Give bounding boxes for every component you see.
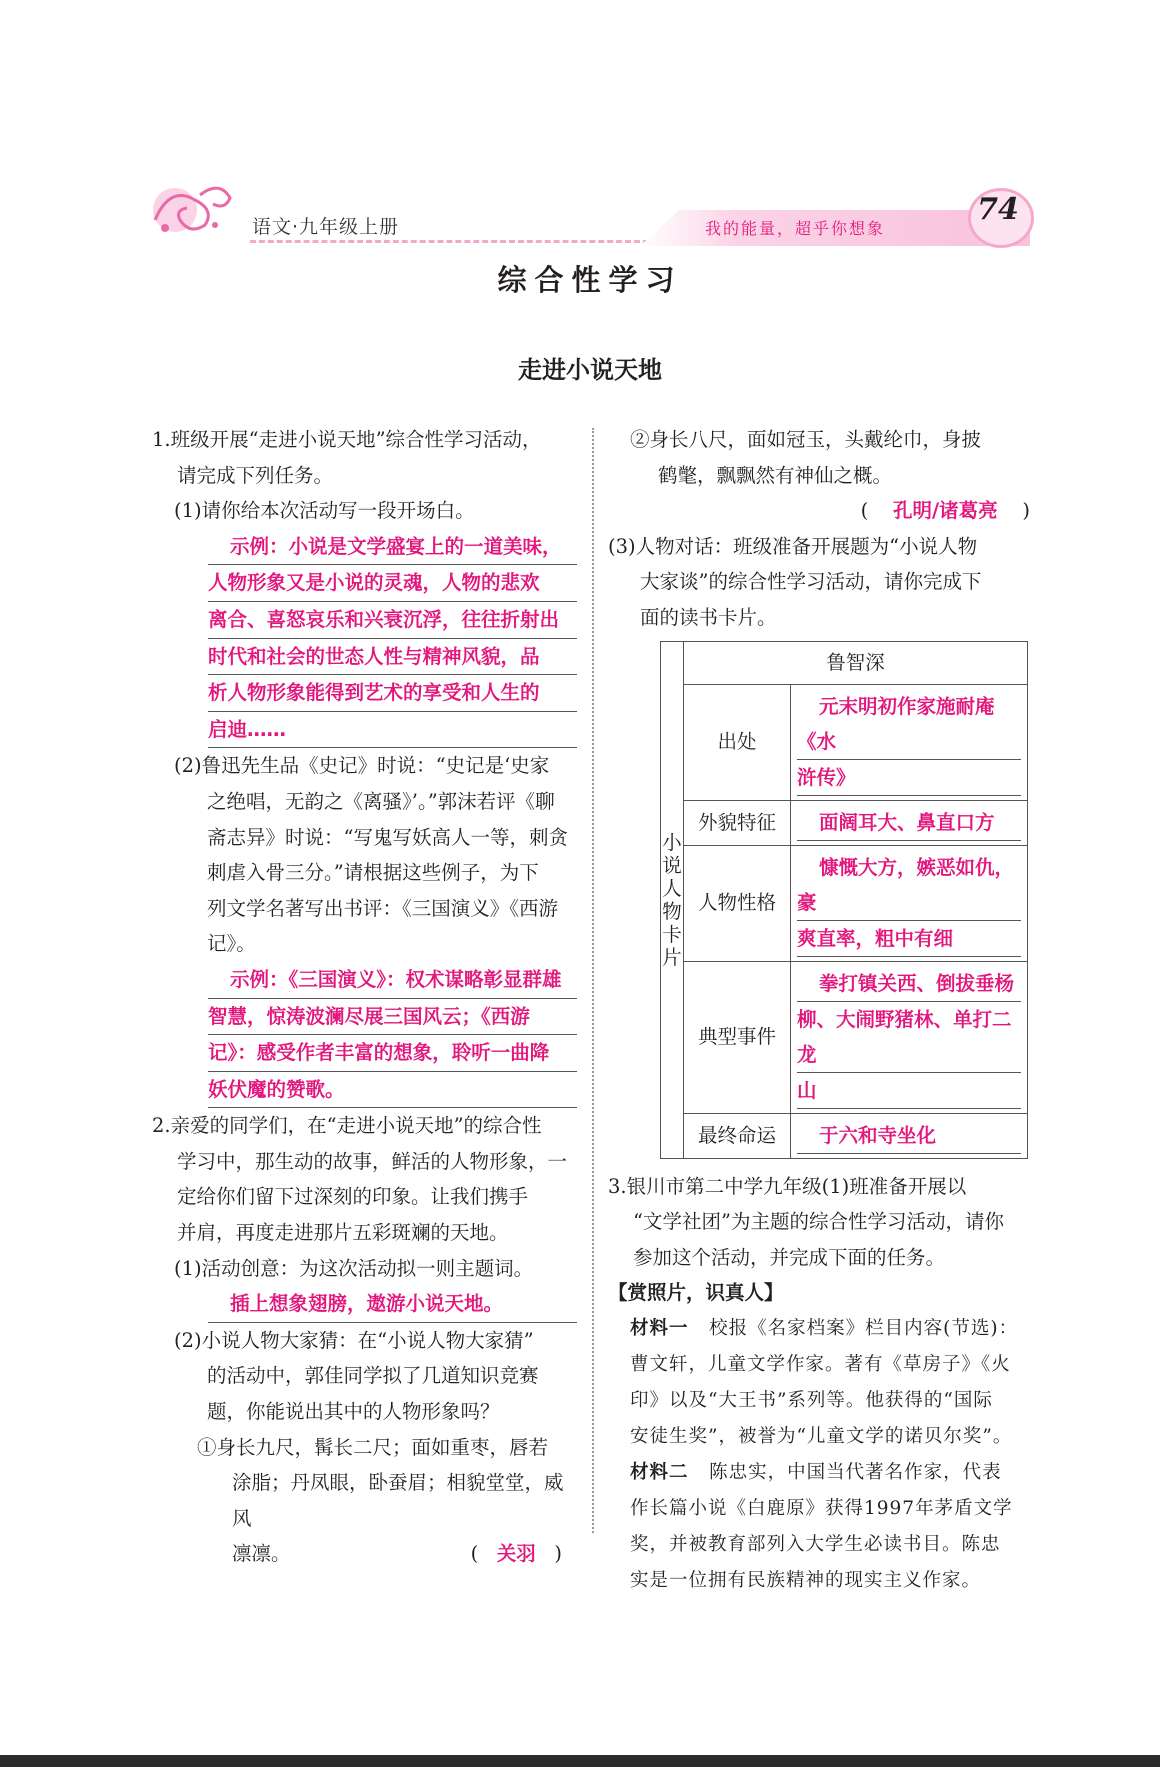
footer-bar <box>0 1755 1160 1767</box>
answer-line: 插上想象翅膀，遨游小说天地。 <box>208 1286 577 1323</box>
question-text-line: 凛凛。 <box>232 1542 291 1566</box>
card-events-answer <box>791 961 1028 1113</box>
question-text-line: “文学社团”为主题的综合性学习活动，请你 <box>633 1210 1004 1234</box>
answer-line: 爽直率，粗中有细 <box>797 921 1021 957</box>
answer-line: 人物形象又是小说的灵魂，人物的悲欢 <box>208 565 577 602</box>
column-divider <box>592 428 594 1533</box>
page-number: 74 <box>977 192 1019 227</box>
section-heading: 【赏照片，识真人】 <box>608 1281 784 1305</box>
question-text-line: 大家谈”的综合性学习活动，请你完成下 <box>640 570 982 594</box>
answer-line: 示例：小说是文学盛宴上的一道美味， <box>208 529 577 566</box>
material-text-line: 校报《名家档案》栏目内容(节选)： <box>709 1317 1019 1339</box>
question-2-2-1 <box>152 1430 577 1572</box>
card-fate-answer <box>791 1113 1028 1158</box>
answer-2-2-2: 孔明/诸葛亮 <box>892 499 998 523</box>
question-text-line: ①身长九尺，髯长二尺；面如重枣，唇若 <box>197 1435 549 1459</box>
answer-line: 启迪…… <box>208 712 577 749</box>
answer-line: 慷慨大方，嫉恶如仇，豪 <box>797 850 1021 921</box>
question-text-line: 鹤氅，飘飘然有神仙之概。 <box>658 463 893 487</box>
question-text-line: 之绝唱，无韵之《离骚》’。”郭沫若评《聊 <box>207 789 555 813</box>
question-text-line: 3.银川市第二中学九年级(1)班准备开展以 <box>608 1174 967 1198</box>
question-1-2 <box>152 748 577 962</box>
material-2-label: 材料二 <box>630 1461 689 1483</box>
answer-line: 面阔耳大、鼻直口方 <box>797 805 1021 841</box>
material-1 <box>608 1311 1030 1455</box>
reading-card-table <box>660 641 1028 1159</box>
card-side-label-text: 小 说 人 物 卡 片 <box>662 830 682 969</box>
answer-line: 浒传》 <box>797 760 1021 796</box>
answer-line: 元末明初作家施耐庵《水 <box>797 689 1021 760</box>
answer-line: 记》：感受作者丰富的想象，聆听一曲降 <box>208 1035 577 1072</box>
material-2 <box>608 1455 1030 1599</box>
question-text-line: 列文学名著写出书评：《三国演义》《西游 <box>207 896 559 920</box>
card-source-answer <box>791 684 1028 800</box>
answer-line: 妖伏魔的赞歌。 <box>208 1072 577 1109</box>
answer-line: 山 <box>797 1073 1021 1109</box>
material-text-line: 实是一位拥有民族精神的现实主义作家。 <box>630 1569 982 1591</box>
material-text-line: 印》以及“大王书”系列等。他获得的“国际 <box>630 1389 993 1411</box>
question-1 <box>152 422 577 493</box>
question-2 <box>152 1108 577 1250</box>
question-text-line: 参加这个活动，并完成下面的任务。 <box>633 1245 946 1269</box>
answer-line: 智慧，惊涛波澜尽展三国风云；《西游 <box>208 999 577 1036</box>
answer-row <box>608 493 1030 529</box>
answer-line: 示例：《三国演义》：权术谋略彰显群雄 <box>208 962 577 999</box>
question-text-line: 的活动中，郭佳同学拟了几道知识竞赛 <box>207 1364 539 1388</box>
page-subtitle: 走进小说天地 <box>518 355 662 384</box>
answer-2-1 <box>208 1286 577 1323</box>
page-title: 综合性学习 <box>497 263 683 297</box>
answer-bracket: ( 关羽 ) <box>470 1542 562 1566</box>
question-text-line: 1.班级开展“走进小说天地”综合性学习活动， <box>152 428 542 451</box>
header-slogan: 我的能量，超乎你想象 <box>705 219 886 238</box>
question-text-line: (2)小说人物大家猜：在“小说人物大家猜” <box>174 1328 534 1352</box>
book-title: 语文·九年级上册 <box>252 216 400 238</box>
question-2-2-2 <box>608 422 1030 493</box>
material-text-line: 陈忠实，中国当代著名作家，代表 <box>709 1461 1002 1483</box>
question-text-line: 2.亲爱的同学们，在“走进小说天地”的综合性 <box>152 1114 542 1138</box>
answer-row <box>232 1536 562 1572</box>
question-text-line: 请完成下列任务。 <box>177 463 334 487</box>
card-personality-label: 人物性格 <box>684 845 791 961</box>
question-2-1: (1)活动创意：为这次活动拟一则主题词。 <box>174 1256 534 1280</box>
card-character-name: 鲁智深 <box>684 641 1028 684</box>
question-2-3 <box>608 529 1030 636</box>
material-text-line: 作长篇小说《白鹿原》获得1997年茅盾文学 <box>630 1497 1013 1519</box>
question-1-1: (1)请你给本次活动写一段开场白。 <box>174 499 475 523</box>
answer-line: 析人物形象能得到艺术的享受和人生的 <box>208 675 577 712</box>
card-fate-label: 最终命运 <box>684 1113 791 1158</box>
material-1-label: 材料一 <box>630 1317 689 1339</box>
material-text-line: 奖，并被教育部列入大学生必读书目。陈忠 <box>630 1533 1001 1555</box>
right-column <box>608 422 1030 1599</box>
question-text-line: 刺虐入骨三分。”请根据这些例子，为下 <box>207 861 539 885</box>
answer-line: 拳打镇关西、倒拔垂杨 <box>797 966 1021 1002</box>
question-text-line: 并肩，再度走进那片五彩斑斓的天地。 <box>177 1221 509 1245</box>
answer-line: 于六和寺坐化 <box>797 1118 1021 1154</box>
answer-line: 离合、喜怒哀乐和兴衰沉浮，往往折射出 <box>208 602 577 639</box>
left-column <box>152 422 577 1572</box>
card-source-label: 出处 <box>684 684 791 800</box>
question-text-line: 面的读书卡片。 <box>640 605 777 629</box>
answer-line: 时代和社会的世态人性与精神风貌，品 <box>208 639 577 676</box>
page-header <box>140 170 1030 250</box>
question-text-line: ②身长八尺，面如冠玉，头戴纶巾，身披 <box>630 428 982 451</box>
answer-1-1 <box>208 529 577 749</box>
card-appearance-label: 外貌特征 <box>684 800 791 845</box>
question-text-line: 定给你们留下过深刻的印象。让我们携手 <box>177 1185 529 1209</box>
card-personality-answer <box>791 845 1028 961</box>
question-text-line: 题，你能说出其中的人物形象吗？ <box>207 1400 500 1424</box>
question-text-line: (3)人物对话：班级准备开展题为“小说人物 <box>608 534 978 558</box>
floral-ornament-icon <box>145 180 235 240</box>
question-text-line: (2)鲁迅先生品《史记》时说：“史记是‘史家 <box>174 754 550 778</box>
answer-2-2-1: 关羽 <box>496 1542 536 1566</box>
question-text-line: 斋志异》时说：“写鬼写妖高人一等，刺贪 <box>207 825 568 849</box>
answer-1-2 <box>208 962 577 1108</box>
card-side-label <box>661 641 684 1158</box>
question-text-line: 涂脂；丹凤眼，卧蚕眉；相貌堂堂，威风 <box>232 1471 564 1530</box>
material-text-line: 安徒生奖”，被誉为“儿童文学的诺贝尔奖”。 <box>630 1425 1013 1447</box>
card-appearance-answer <box>791 800 1028 845</box>
question-3 <box>608 1169 1030 1276</box>
card-events-label: 典型事件 <box>684 961 791 1113</box>
material-text-line: 曹文轩，儿童文学作家。著有《草房子》《火 <box>630 1353 1011 1375</box>
question-text-line: 学习中，那生动的故事，鲜活的人物形象，一 <box>177 1149 568 1173</box>
answer-bracket: ( 孔明/诸葛亮 ) <box>860 499 1030 523</box>
question-2-2 <box>152 1323 577 1430</box>
answer-line: 柳、大闹野猪林、单打二龙 <box>797 1002 1021 1073</box>
question-text-line: 记》。 <box>207 932 256 956</box>
